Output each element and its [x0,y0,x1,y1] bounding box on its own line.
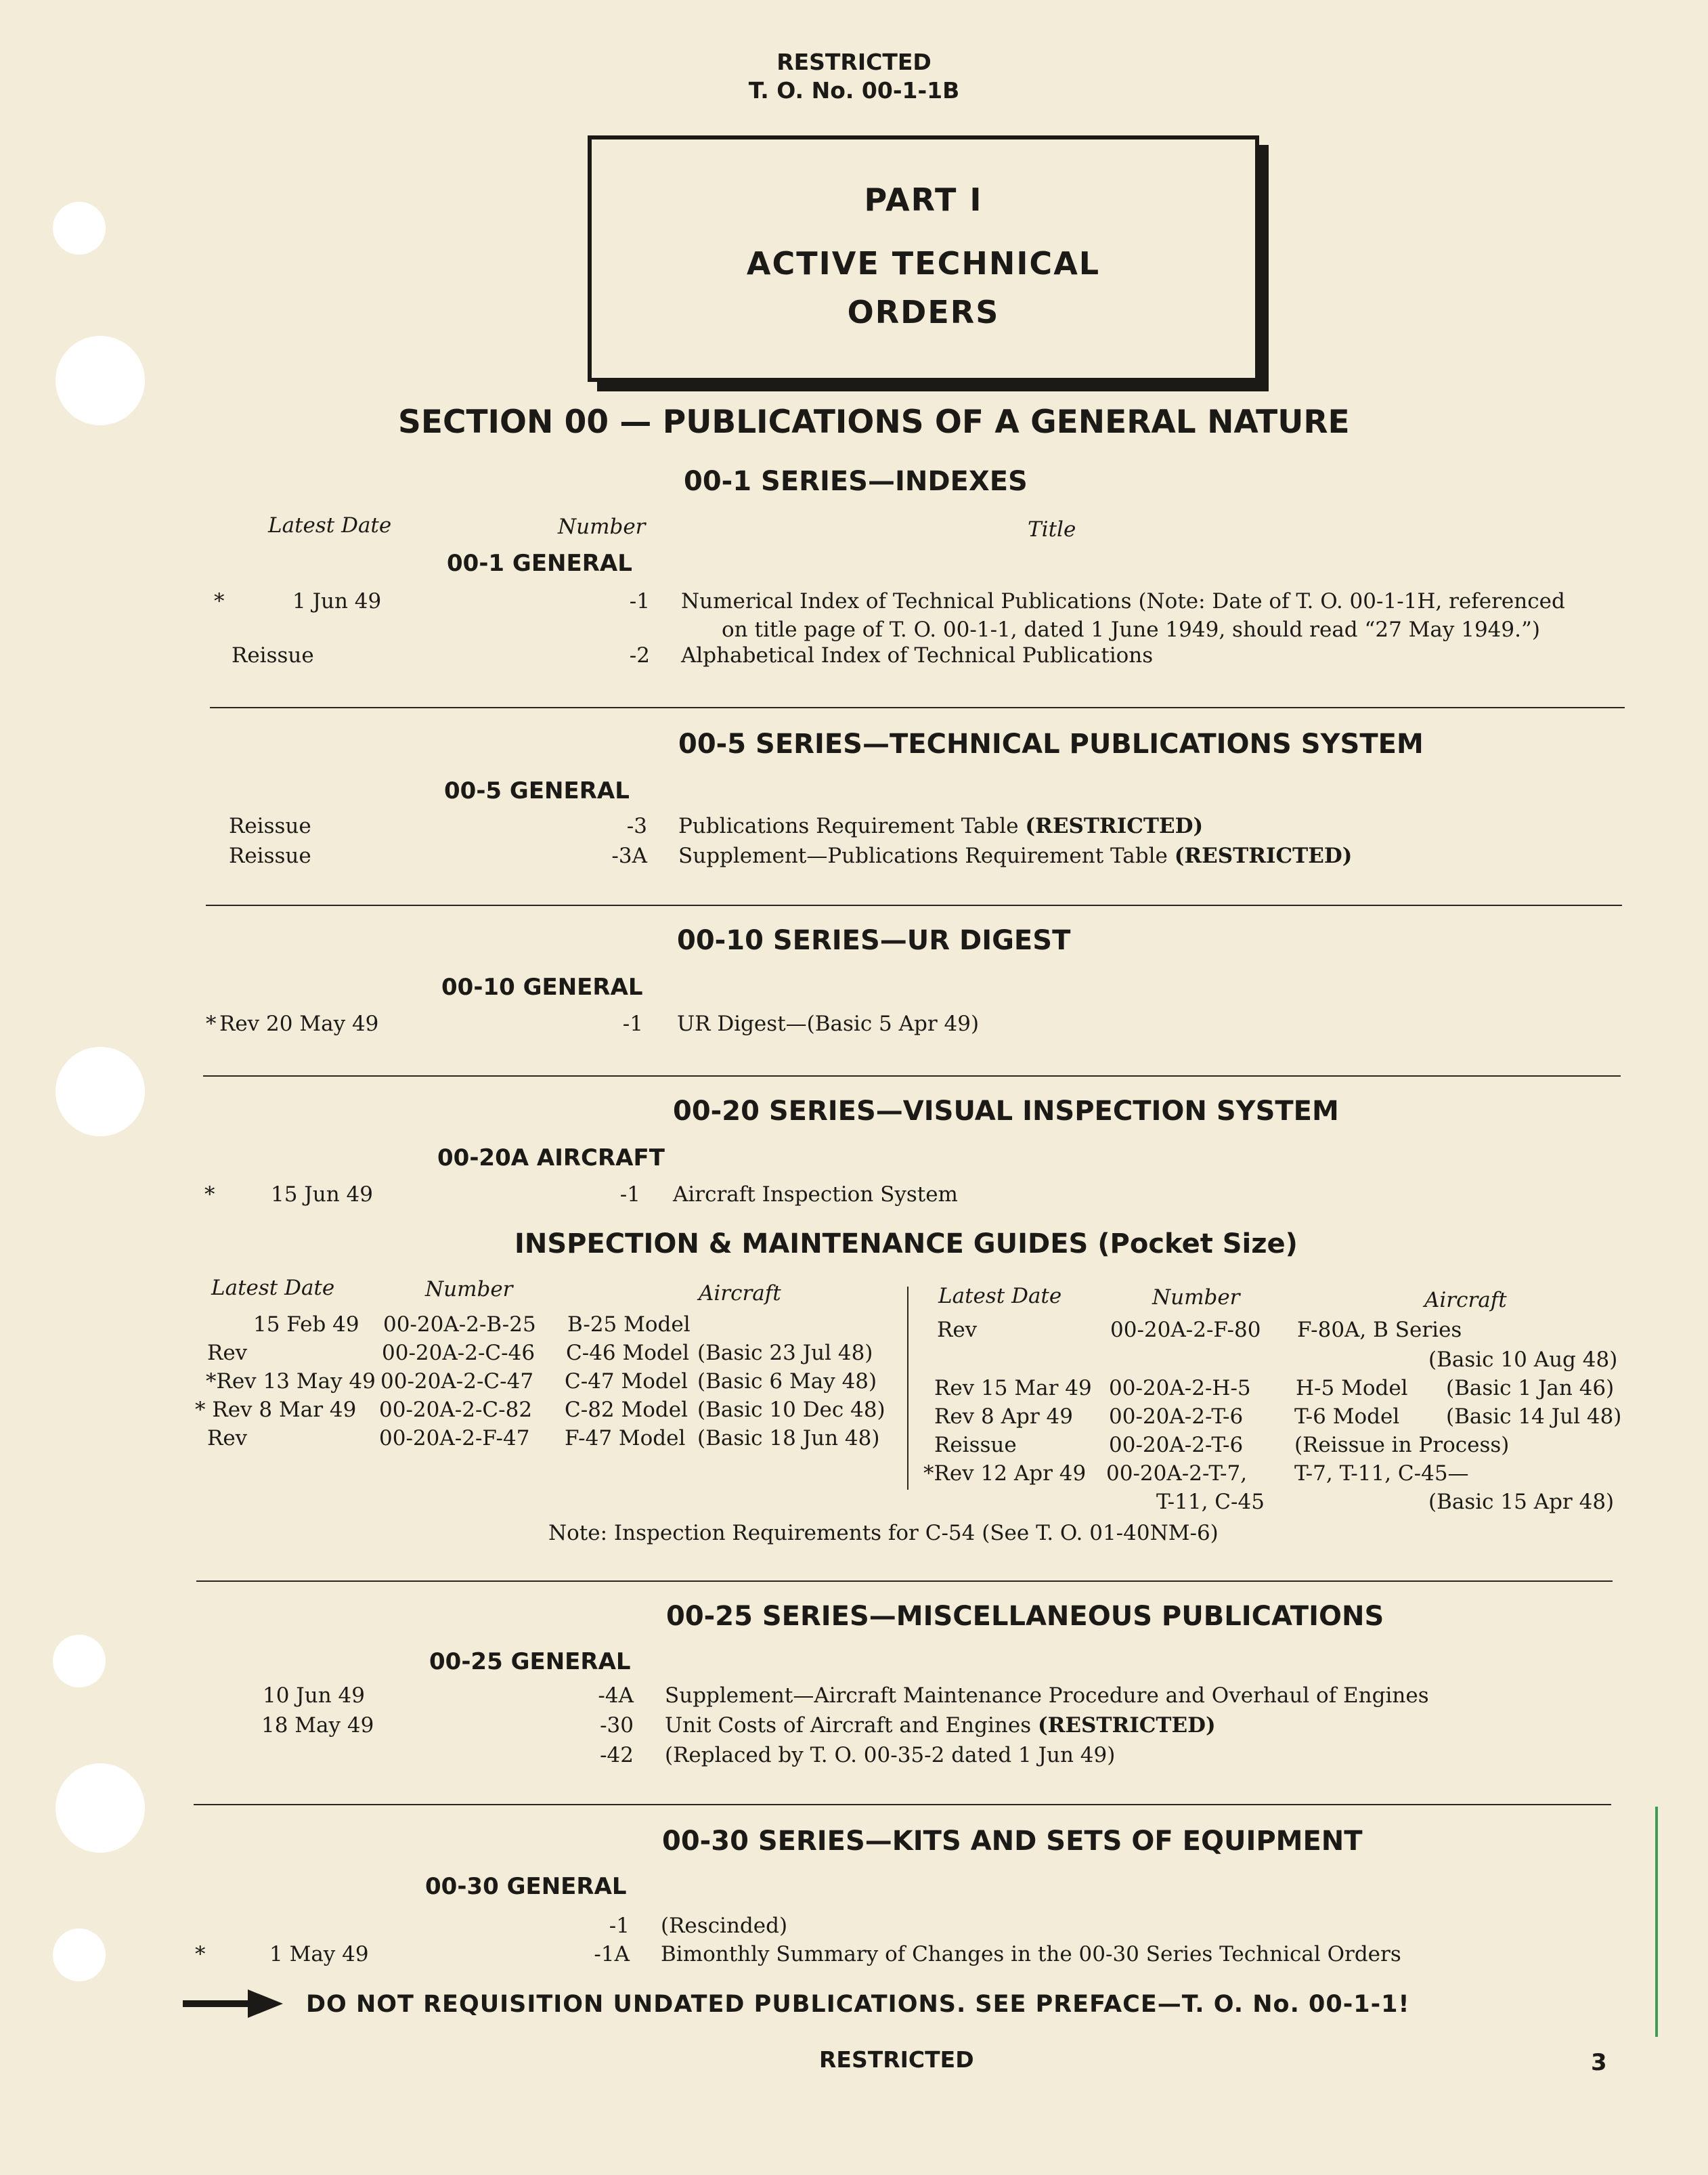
guides-heading: INSPECTION & MAINTENANCE GUIDES (Pocket Size) [514,1228,1298,1259]
requisition-notice: DO NOT REQUISITION UNDATED PUBLICATIONS. SEE PREFACE—T. O. No. 00-1-1! [306,1991,1410,2018]
group-heading-00-5-general: 00-5 GENERAL [444,777,630,804]
title [678,814,1203,838]
divider [194,1804,1611,1805]
to-number: 00-20A-2-C-47 [380,1369,534,1394]
divider [210,707,1625,708]
latest-date: Reissue [229,814,311,838]
to-number: -1 [609,1914,630,1938]
to-number: -1 [629,589,650,613]
latest-date: Rev 8 Apr 49 [934,1404,1073,1429]
guides-column-divider [907,1287,908,1490]
divider [196,1580,1613,1582]
divider [206,905,1622,906]
header-classification: RESTRICTED [776,49,932,75]
series-heading-00-5: 00-5 SERIES—TECHNICAL PUBLICATIONS SYSTEM [678,729,1424,760]
title: Supplement—Aircraft Maintenance Procedure and Overhaul of Engines [665,1683,1429,1708]
part-title-line1: ACTIVE TECHNICAL [746,245,1101,282]
series-heading-00-1: 00-1 SERIES—INDEXES [684,466,1028,497]
change-bar [1655,1807,1658,2037]
group-heading-00-1-general: 00-1 GENERAL [447,550,632,577]
divider [203,1075,1621,1077]
classification-tag: (RESTRICTED) [1037,1713,1216,1738]
to-number: -4A [598,1683,634,1708]
column-header-latest-date: Latest Date [268,513,392,538]
aircraft: C-46 Model [566,1341,690,1365]
title: Alphabetical Index of Technical Publications [681,643,1154,668]
guides-left-header-number: Number [425,1277,513,1301]
title: (Replaced by T. O. 00-35-2 dated 1 Jun 49) [665,1743,1116,1767]
latest-date: Rev [207,1341,248,1365]
to-number: 00-20A-2-H-5 [1109,1376,1251,1400]
binder-hole [53,1929,106,1981]
part-title-box [588,135,1259,382]
revision-mark: * [206,1012,217,1036]
to-number: 00-20A-2-T-6 [1109,1433,1244,1457]
to-number: 00-20A-2-T-6 [1109,1404,1244,1429]
to-number: -3 [626,814,647,838]
revision-mark: * [204,1182,215,1207]
header-to-number: T. O. No. 00-1-1B [748,77,960,104]
latest-date: 18 May 49 [261,1713,374,1738]
to-number: -1 [619,1182,640,1207]
title [665,1713,1216,1738]
group-heading-00-20a-aircraft: 00-20A AIRCRAFT [437,1144,665,1171]
to-number: 00-20A-2-F-47 [379,1426,530,1450]
basic-date: (Basic 10 Dec 48) [697,1398,885,1422]
to-number: -30 [600,1713,634,1738]
page-number: 3 [1591,2049,1607,2076]
to-number: -1A [594,1942,630,1966]
basic-date: (Basic 14 Jul 48) [1446,1404,1622,1429]
section-title: SECTION 00 — PUBLICATIONS OF A GENERAL NATURE [398,404,1350,441]
guides-left-header-aircraft: Aircraft [699,1281,781,1306]
guides-right-header-number: Number [1152,1285,1240,1310]
latest-date: Rev 20 May 49 [219,1012,379,1036]
title: UR Digest—(Basic 5 Apr 49) [677,1012,980,1036]
to-number: 00-20A-2-C-46 [382,1341,535,1365]
latest-date: *Rev 13 May 49 [206,1369,376,1394]
latest-date: Rev 15 Mar 49 [934,1376,1092,1400]
latest-date: Reissue [934,1433,1017,1457]
revision-mark: * [195,1942,206,1966]
footer-classification: RESTRICTED [819,2046,974,2073]
classification-tag: (RESTRICTED) [1174,844,1353,868]
binder-hole [56,1047,145,1136]
binder-hole [56,1763,145,1853]
latest-date: 1 May 49 [269,1942,369,1966]
title-continuation: on title page of T. O. 00-1-1, dated 1 June 1949, should read “27 May 1949.”) [722,618,1540,642]
title: Numerical Index of Technical Publications (Note: Date of T. O. 00-1-1H, referenced [681,589,1565,613]
part-title-line2: ORDERS [847,294,1000,330]
binder-hole [53,202,106,255]
latest-date: * Rev 8 Mar 49 [195,1398,357,1422]
aircraft: B-25 Model [567,1312,691,1337]
basic-date: (Basic 23 Jul 48) [697,1341,873,1365]
guides-right-header-aircraft: Aircraft [1424,1288,1507,1312]
basic-date: (Basic 18 Jun 48) [697,1426,880,1450]
series-heading-00-30: 00-30 SERIES—KITS AND SETS OF EQUIPMENT [662,1826,1363,1857]
column-header-number: Number [558,515,646,539]
basic-date: (Basic 6 May 48) [697,1369,877,1394]
basic-date: (Basic 1 Jan 46) [1446,1376,1615,1400]
to-number-continuation: T-11, C-45 [1156,1490,1265,1514]
column-header-title: Title [1028,517,1076,542]
title: (Rescinded) [661,1914,788,1938]
aircraft: H-5 Model [1296,1376,1408,1400]
to-number: -3A [611,844,647,868]
guides-note: Note: Inspection Requirements for C-54 (See T. O. 01-40NM-6) [548,1521,1219,1545]
latest-date: 15 Jun 49 [271,1182,373,1207]
to-number: 00-20A-2-T-7, [1106,1461,1248,1486]
binder-hole [53,1635,106,1687]
aircraft: F-47 Model [565,1426,686,1450]
classification-tag: (RESTRICTED) [1025,814,1204,838]
aircraft: T-7, T-11, C-45— [1294,1461,1469,1486]
series-heading-00-20: 00-20 SERIES—VISUAL INSPECTION SYSTEM [673,1096,1339,1127]
guides-left-header-date: Latest Date [211,1276,335,1300]
title: Aircraft Inspection System [673,1182,958,1207]
group-heading-00-25-general: 00-25 GENERAL [429,1648,631,1675]
latest-date: Reissue [232,643,314,668]
part-number: PART I [864,181,983,218]
series-heading-00-25: 00-25 SERIES—MISCELLANEOUS PUBLICATIONS [666,1601,1384,1632]
title-text: Supplement—Publications Requirement Table [678,844,1168,868]
title [678,844,1352,868]
aircraft: C-82 Model [565,1398,688,1422]
title-text: Publications Requirement Table [678,814,1019,838]
aircraft: T-6 Model [1294,1404,1400,1429]
latest-date: 1 Jun 49 [292,589,382,613]
latest-date: *Rev 12 Apr 49 [923,1461,1087,1486]
guides-right-header-date: Latest Date [938,1284,1062,1308]
binder-hole [56,336,145,425]
to-number: -2 [629,643,650,668]
latest-date: Reissue [229,844,311,868]
group-heading-00-10-general: 00-10 GENERAL [441,974,643,1001]
to-number: -42 [600,1743,634,1767]
to-number: 00-20A-2-F-80 [1110,1318,1261,1342]
group-heading-00-30-general: 00-30 GENERAL [425,1873,627,1900]
series-heading-00-10: 00-10 SERIES—UR DIGEST [677,925,1071,956]
title-text: Unit Costs of Aircraft and Engines [665,1713,1032,1738]
title: Bimonthly Summary of Changes in the 00-30 Series Technical Orders [661,1942,1401,1966]
aircraft: F-80A, B Series [1297,1318,1462,1342]
aircraft: C-47 Model [565,1369,688,1394]
basic-date: (Basic 15 Apr 48) [1428,1490,1615,1514]
arrow-right-icon [183,1987,284,2021]
basic-date: (Basic 10 Aug 48) [1428,1348,1618,1372]
latest-date: Rev [937,1318,978,1342]
revision-mark: * [214,589,225,613]
to-number: -1 [622,1012,643,1036]
latest-date: 15 Feb 49 [253,1312,359,1337]
latest-date: 10 Jun 49 [263,1683,365,1708]
to-number: 00-20A-2-C-82 [379,1398,533,1422]
latest-date: Rev [207,1426,248,1450]
aircraft: (Reissue in Process) [1294,1433,1510,1457]
to-number: 00-20A-2-B-25 [383,1312,536,1337]
